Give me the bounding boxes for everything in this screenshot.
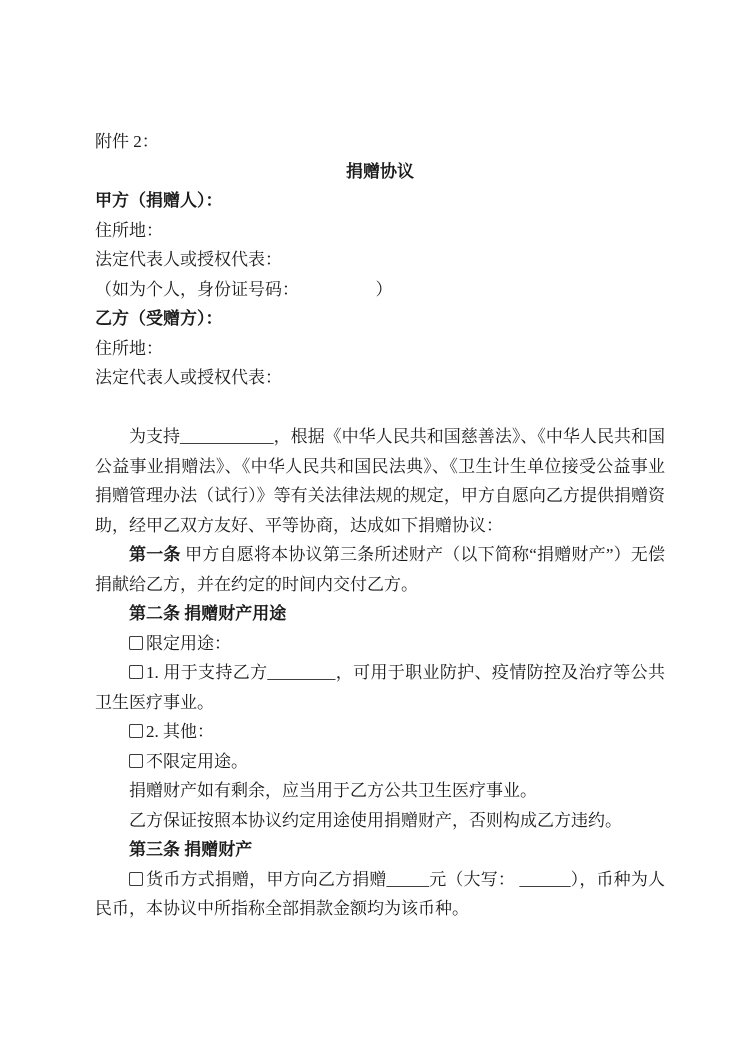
option-2-checkbox-icon[interactable]: [129, 724, 143, 738]
article-2-option-2-row: [95, 717, 665, 747]
spacer: [95, 393, 665, 423]
article-2-heading: 第二条 捐赠财产用途: [129, 604, 287, 623]
party-b-label: 乙方（受赠方）：: [95, 309, 223, 328]
option-1-checkbox-icon[interactable]: [129, 665, 143, 679]
preamble-paragraph: 为支持___________，根据《中华人民共和国慈善法》、《中华人民共和国公益事业捐赠法》、《中华人民共和国民法典》、《卫生计生单位接受公益事业捐赠管理办法（试行）》等有关法律法规的规定，甲方自愿向乙方提供捐赠资助，经甲乙双方友好、平等协商，达成如下捐赠协议：: [95, 427, 665, 535]
monetary-clause-text: 货币方式捐赠，甲方向乙方捐赠_____元（大写： ______），币种为人民币，本协议中所指称全部捐款金额均为该币种。: [95, 869, 665, 918]
document-title: 捐赠协议: [346, 161, 414, 181]
party-b-address-label: 住所地：: [95, 338, 163, 358]
surplus-clause: 捐赠财产如有剩余，应当用于乙方公共卫生医疗事业。: [129, 781, 537, 800]
article-2-option-restricted-row: [95, 629, 665, 659]
party-a-id-note: （如为个人，身份证号码： ）: [95, 279, 393, 299]
party-a-label: 甲方（捐赠人）：: [95, 191, 223, 210]
option-restricted-label: 限定用途：: [146, 633, 231, 653]
article-1-paragraph: [95, 540, 665, 599]
attachment-label: 附件 2：: [95, 132, 159, 151]
monetary-donation-checkbox-icon[interactable]: [129, 872, 143, 886]
article-3-heading: 第三条 捐赠财产: [129, 840, 253, 859]
article-2-option-unrestricted-row: [95, 747, 665, 777]
party-b-representative-label: 法定代表人或授权代表：: [95, 368, 282, 387]
option-2-text: 2. 其他：: [146, 722, 214, 741]
party-a-address-label: 住所地：: [95, 220, 163, 240]
option-unrestricted-label: 不限定用途。: [146, 751, 248, 771]
article-1-text: 甲方自愿将本协议第三条所述财产（以下简称“捐赠财产”）无偿捐献给乙方，并在约定的时间内交付乙方。: [95, 545, 665, 594]
unrestricted-use-checkbox-icon[interactable]: [129, 754, 143, 768]
article-3-monetary-row: [95, 865, 665, 924]
party-a-representative-label: 法定代表人或授权代表：: [95, 250, 282, 269]
guarantee-clause: 乙方保证按照本协议约定用途使用捐赠财产，否则构成乙方违约。: [129, 810, 622, 830]
article-1-label: 第一条: [129, 545, 181, 564]
option-1-text: 1. 用于支持乙方________，可用于职业防护、疫情防控及治疗等公共卫生医疗事业。: [95, 663, 665, 712]
restricted-use-checkbox-icon[interactable]: [129, 636, 143, 650]
article-2-option-1-row: [95, 658, 665, 717]
